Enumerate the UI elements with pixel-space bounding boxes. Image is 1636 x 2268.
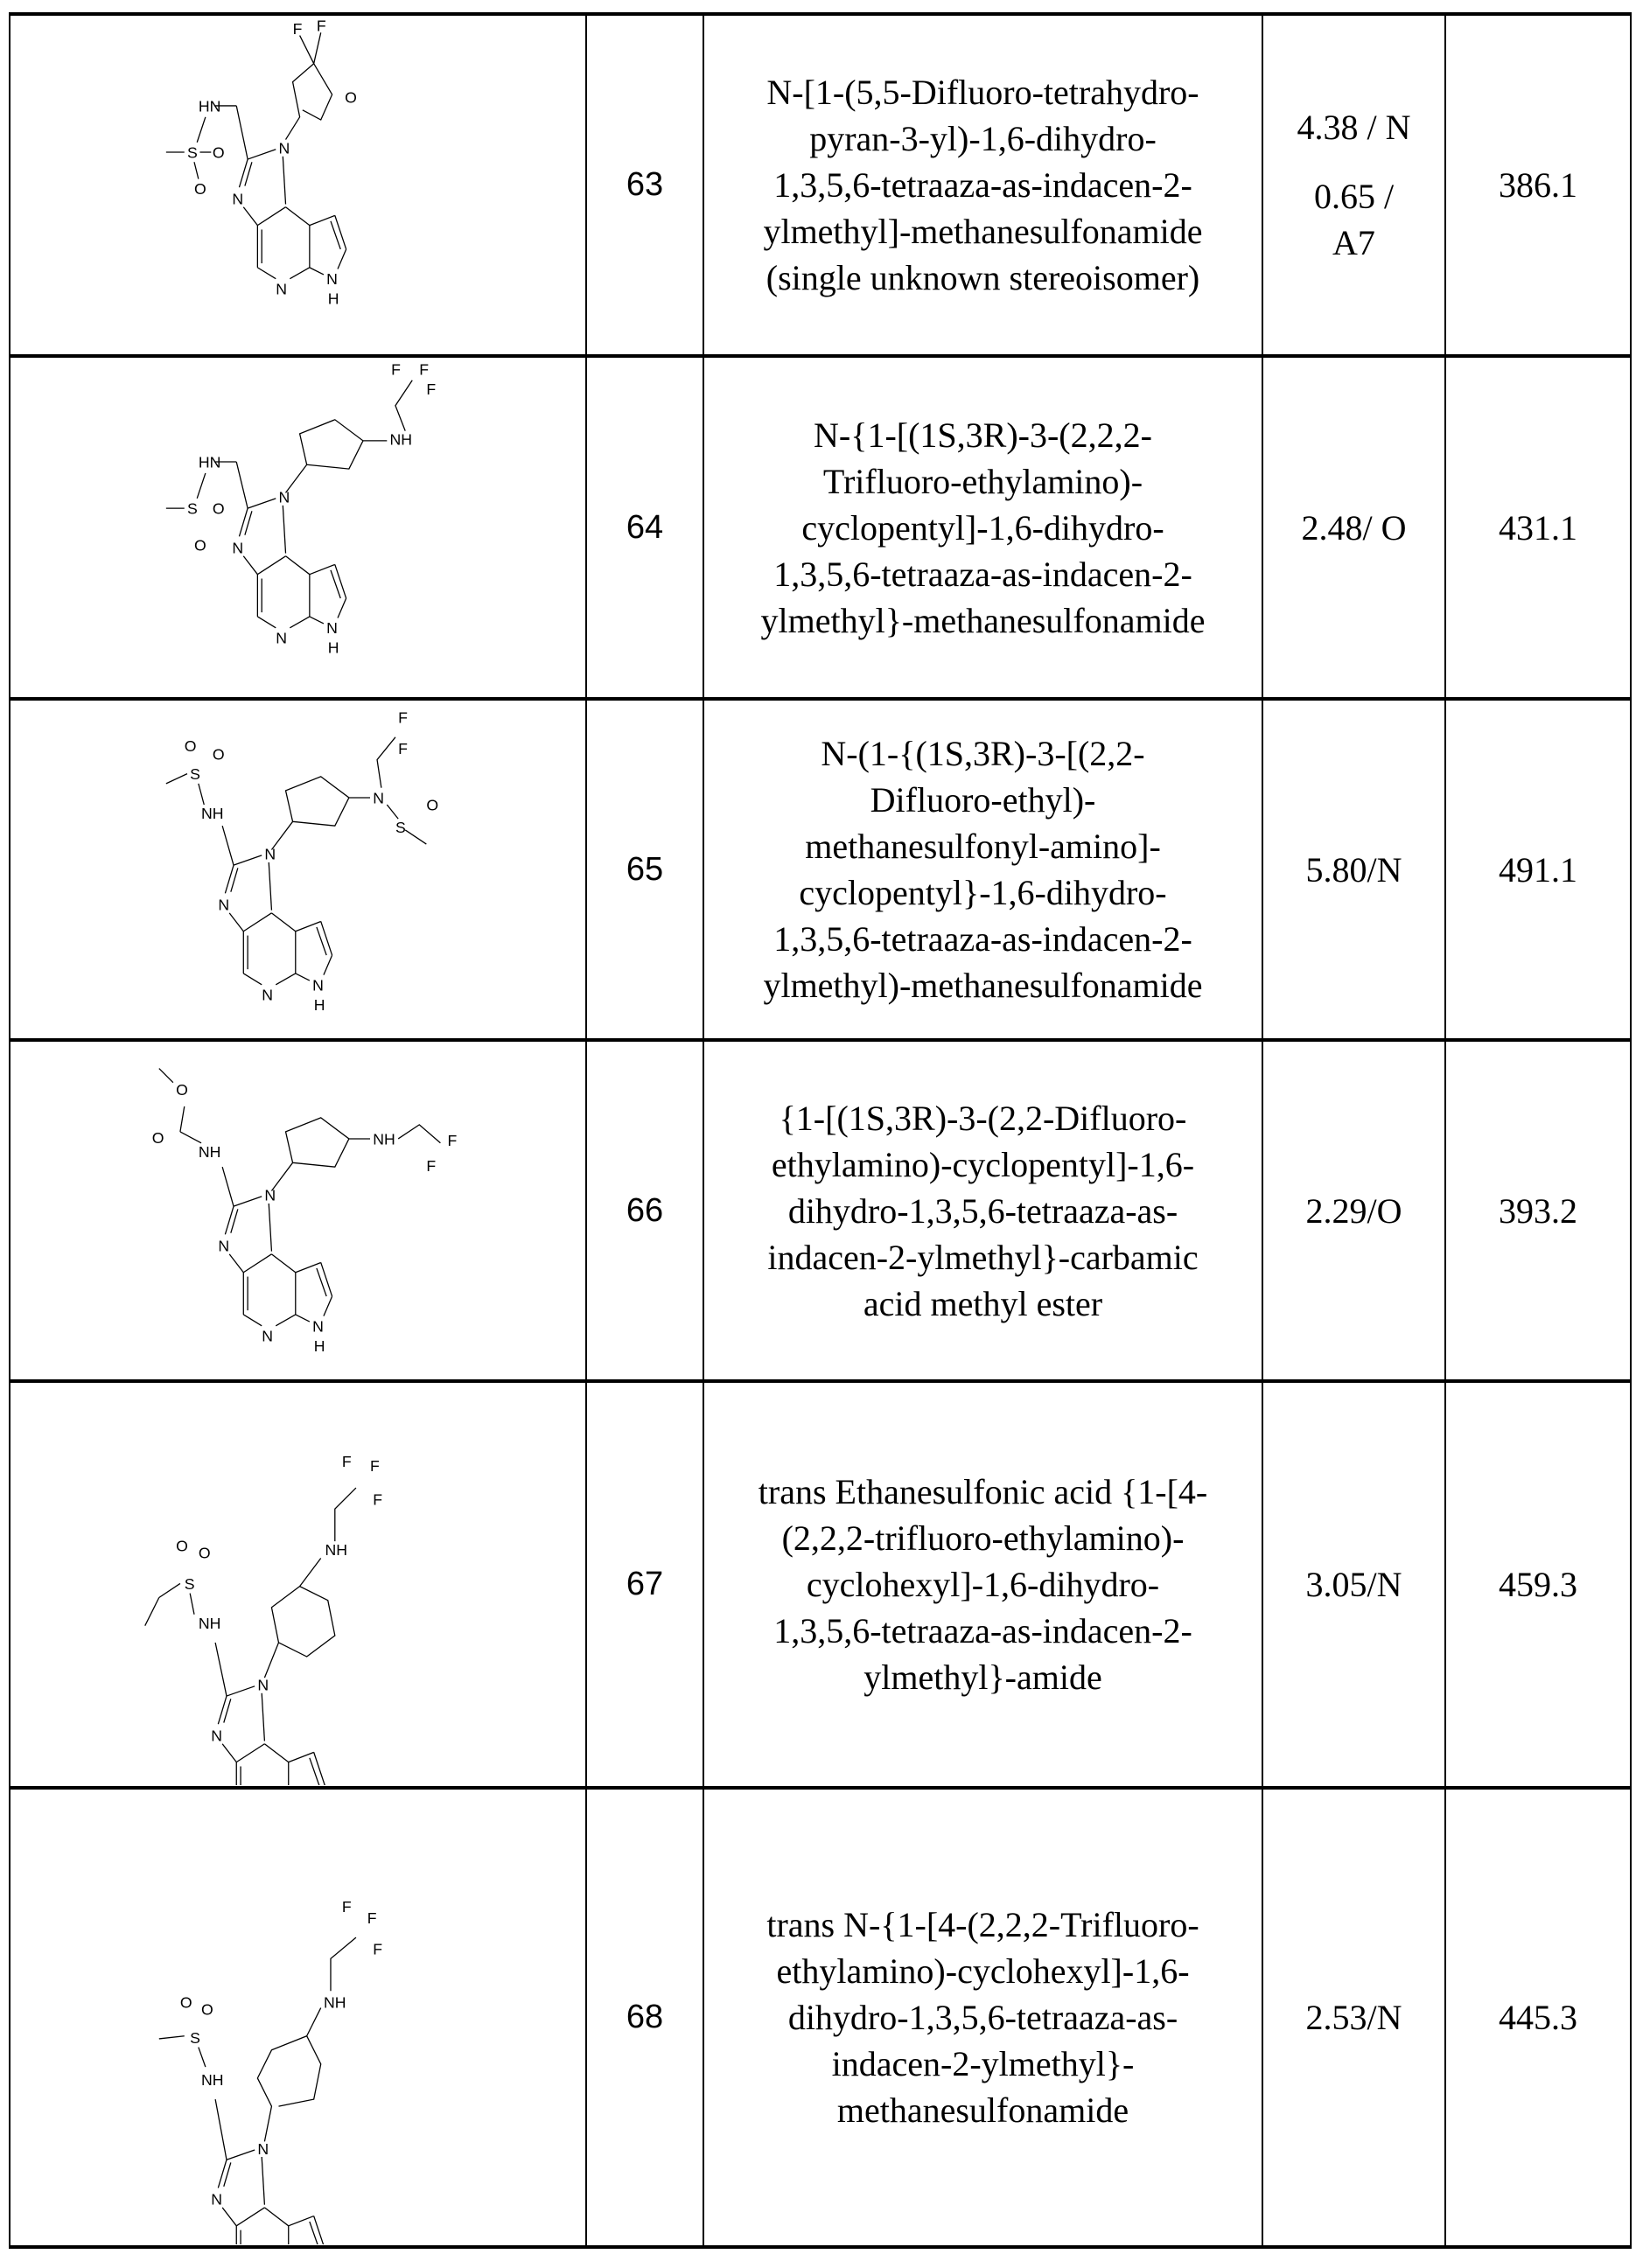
chemical-structure-icon	[18, 1384, 578, 1785]
name-line: cyclopentyl}-1,6-dihydro-	[722, 869, 1244, 916]
svg-text:O: O	[194, 536, 206, 554]
svg-text:NH: NH	[201, 2071, 224, 2089]
svg-text:F: F	[373, 1940, 382, 1957]
name-line: acid methyl ester	[722, 1281, 1244, 1327]
retention-time	[1262, 1381, 1445, 1788]
structure-cell	[10, 1040, 586, 1381]
retention-time	[1262, 1788, 1445, 2247]
chemical-structure-icon	[18, 1790, 578, 2244]
svg-text:N: N	[373, 789, 384, 806]
compound-name	[703, 699, 1262, 1040]
svg-text:F: F	[426, 1157, 436, 1175]
name-line: dihydro-1,3,5,6-tetraaza-as-	[722, 1188, 1244, 1234]
rt-line: 2.48/ O	[1263, 505, 1444, 551]
svg-text:O: O	[176, 1081, 188, 1099]
svg-text:S: S	[190, 765, 200, 783]
svg-text:F: F	[373, 1490, 382, 1508]
chemical-structure-icon	[18, 701, 578, 1037]
svg-text:HN: HN	[198, 97, 220, 115]
svg-text:O: O	[179, 1994, 192, 2012]
name-line: dihydro-1,3,5,6-tetraaza-as-	[722, 1994, 1244, 2041]
name-line: N-(1-{(1S,3R)-3-[(2,2-	[722, 730, 1244, 777]
name-line: cyclopentyl]-1,6-dihydro-	[722, 505, 1244, 551]
table-row	[10, 699, 1631, 1040]
name-line: pyran-3-yl)-1,6-dihydro-	[722, 115, 1244, 162]
name-line: (2,2,2-trifluoro-ethylamino)-	[722, 1515, 1244, 1561]
svg-text:NH: NH	[198, 1143, 220, 1161]
svg-text:S: S	[184, 1575, 194, 1593]
svg-text:O: O	[345, 89, 357, 107]
svg-text:F: F	[341, 1898, 351, 1916]
name-line: 1,3,5,6-tetraaza-as-indacen-2-	[722, 162, 1244, 208]
name-line: Trifluoro-ethylamino)-	[722, 458, 1244, 505]
name-line: trans Ethanesulfonic acid {1-[4-	[722, 1469, 1244, 1515]
chemical-structure-icon	[18, 1043, 578, 1378]
mass-value: 491.1	[1445, 699, 1631, 1040]
svg-text:S: S	[395, 819, 405, 836]
svg-text:S: S	[186, 500, 197, 518]
svg-text:O: O	[176, 1537, 188, 1554]
compound-table	[9, 12, 1632, 2249]
compound-name	[703, 1788, 1262, 2247]
mass-value: 386.1	[1445, 14, 1631, 356]
example-number: 65	[586, 699, 703, 1040]
svg-text:O: O	[201, 2001, 213, 2019]
example-number: 66	[586, 1040, 703, 1381]
rt-line: 2.53/N	[1263, 1994, 1444, 2041]
structure-cell	[10, 699, 586, 1040]
table-row	[10, 1381, 1631, 1788]
name-line: (single unknown stereoisomer)	[722, 255, 1244, 301]
table-row	[10, 1040, 1631, 1381]
structure-cell	[10, 1381, 586, 1788]
retention-time	[1262, 1040, 1445, 1381]
mass-value: 445.3	[1445, 1788, 1631, 2247]
name-line: ylmethyl}-amide	[722, 1654, 1244, 1700]
svg-text:F: F	[391, 360, 401, 378]
svg-text:F: F	[367, 1909, 376, 1927]
svg-text:NH: NH	[325, 1541, 347, 1559]
svg-text:F: F	[316, 17, 325, 35]
name-line: ylmethyl)-methanesulfonamide	[722, 962, 1244, 1008]
table-row	[10, 1788, 1631, 2247]
rt-line: 0.65 /	[1263, 173, 1444, 220]
chemical-structure-icon	[18, 17, 578, 353]
svg-text:NH: NH	[198, 1615, 220, 1632]
compound-name	[703, 1381, 1262, 1788]
svg-text:O: O	[194, 180, 206, 198]
name-line: 1,3,5,6-tetraaza-as-indacen-2-	[722, 1608, 1244, 1654]
structure-cell	[10, 1788, 586, 2247]
svg-text:F: F	[370, 1457, 380, 1475]
name-line: {1-[(1S,3R)-3-(2,2-Difluoro-	[722, 1095, 1244, 1141]
name-line: ethylamino)-cyclohexyl]-1,6-	[722, 1948, 1244, 1994]
svg-text:F: F	[292, 20, 302, 38]
svg-text:S: S	[186, 143, 197, 161]
example-number: 68	[586, 1788, 703, 2247]
name-line: N-[1-(5,5-Difluoro-tetrahydro-	[722, 69, 1244, 115]
compound-name	[703, 14, 1262, 356]
svg-text:NH: NH	[373, 1130, 395, 1148]
mass-value: 431.1	[1445, 356, 1631, 699]
name-line: 1,3,5,6-tetraaza-as-indacen-2-	[722, 551, 1244, 597]
svg-text:O: O	[426, 796, 438, 813]
name-line: Difluoro-ethyl)-	[722, 777, 1244, 823]
chemical-structure-icon	[18, 359, 578, 696]
svg-text:F: F	[398, 740, 408, 757]
name-line: methanesulfonamide	[722, 2087, 1244, 2133]
name-line: cyclohexyl]-1,6-dihydro-	[722, 1561, 1244, 1608]
name-line: ylmethyl]-methanesulfonamide	[722, 208, 1244, 255]
svg-text:F: F	[426, 380, 436, 398]
svg-text:F: F	[341, 1453, 351, 1470]
svg-text:NH: NH	[323, 1994, 346, 2012]
svg-text:O: O	[184, 737, 196, 755]
rt-line: 5.80/N	[1263, 847, 1444, 893]
name-line: indacen-2-ylmethyl}-carbamic	[722, 1234, 1244, 1281]
retention-time	[1262, 699, 1445, 1040]
name-line: 1,3,5,6-tetraaza-as-indacen-2-	[722, 916, 1244, 962]
retention-time	[1262, 356, 1445, 699]
svg-text:O: O	[198, 1544, 210, 1561]
mass-value: 393.2	[1445, 1040, 1631, 1381]
name-line: indacen-2-ylmethyl}-	[722, 2041, 1244, 2087]
svg-text:NH: NH	[201, 805, 224, 822]
svg-text:S: S	[190, 2029, 200, 2047]
compound-name	[703, 356, 1262, 699]
structure-cell	[10, 14, 586, 356]
svg-text:O: O	[212, 500, 224, 518]
svg-text:HN: HN	[198, 453, 220, 471]
name-line: trans N-{1-[4-(2,2,2-Trifluoro-	[722, 1902, 1244, 1948]
svg-text:O: O	[151, 1129, 164, 1147]
name-line: ethylamino)-cyclopentyl]-1,6-	[722, 1141, 1244, 1188]
svg-text:F: F	[419, 360, 429, 378]
rt-line: 4.38 / N	[1263, 104, 1444, 150]
structure-cell	[10, 356, 586, 699]
svg-text:O: O	[212, 746, 224, 764]
rt-line: 2.29/O	[1263, 1188, 1444, 1234]
svg-text:F: F	[447, 1132, 457, 1149]
table-row	[10, 14, 1631, 356]
rt-line: A7	[1263, 220, 1444, 266]
retention-time	[1262, 14, 1445, 356]
name-line: N-{1-[(1S,3R)-3-(2,2,2-	[722, 412, 1244, 458]
compound-name	[703, 1040, 1262, 1381]
mass-value: 459.3	[1445, 1381, 1631, 1788]
rt-line: 3.05/N	[1263, 1561, 1444, 1608]
svg-text:O: O	[212, 143, 224, 161]
svg-text:F: F	[398, 709, 408, 727]
svg-text:NH: NH	[389, 431, 412, 449]
name-line: methanesulfonyl-amino]-	[722, 823, 1244, 869]
table-row	[10, 356, 1631, 699]
example-number: 63	[586, 14, 703, 356]
example-number: 67	[586, 1381, 703, 1788]
name-line: ylmethyl}-methanesulfonamide	[722, 597, 1244, 644]
example-number: 64	[586, 356, 703, 699]
